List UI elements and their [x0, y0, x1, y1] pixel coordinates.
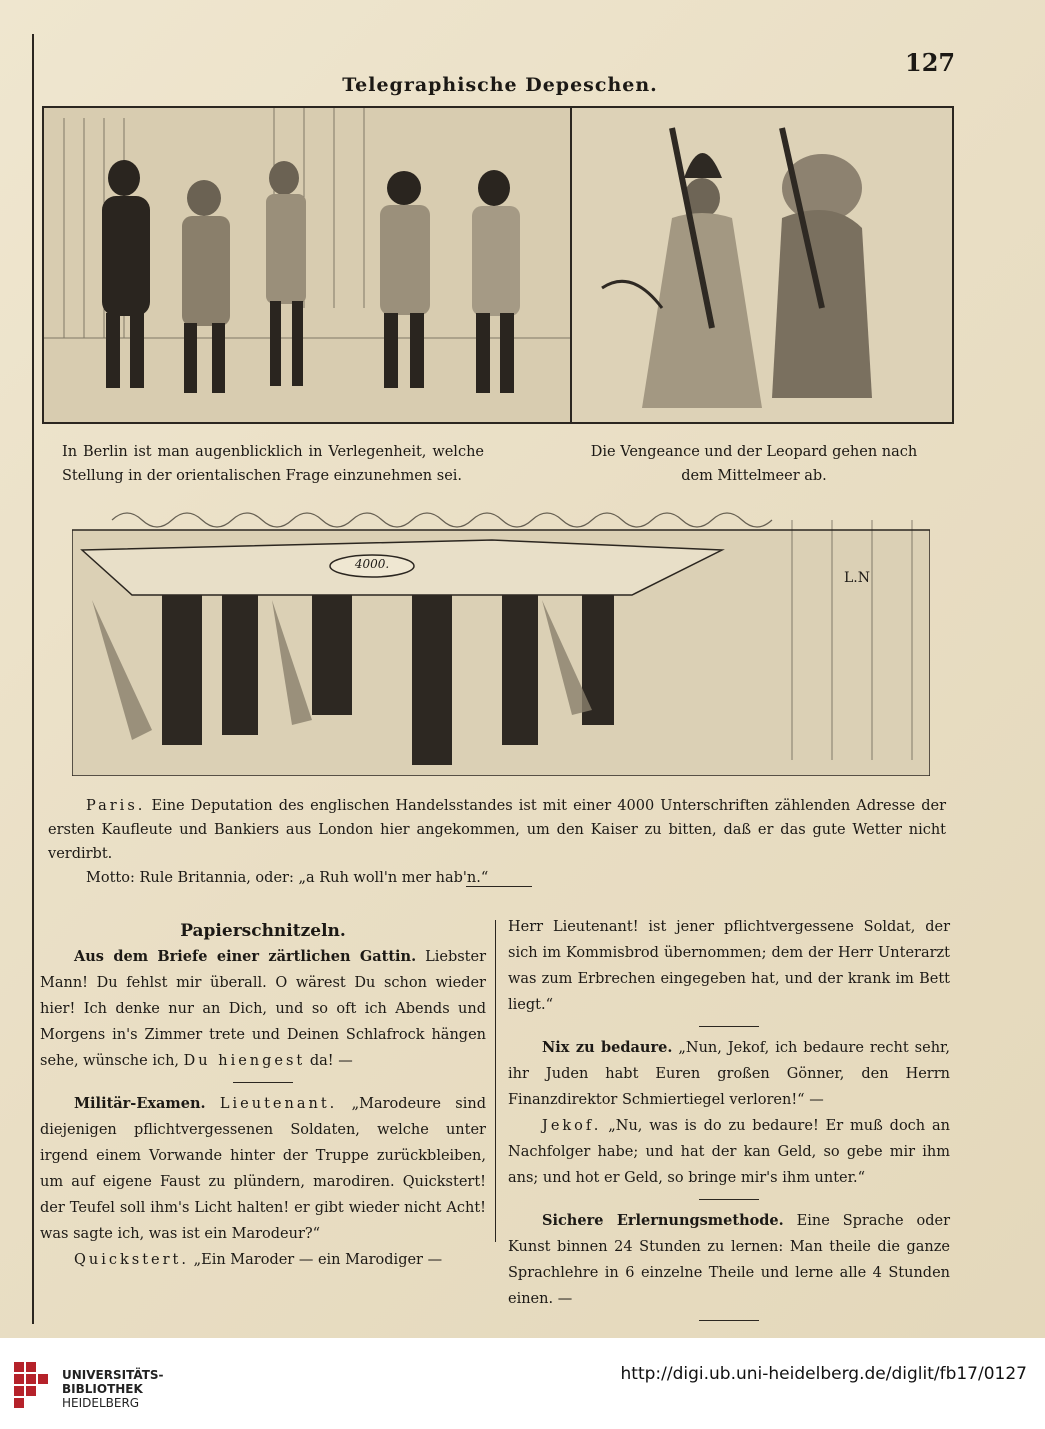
heading-methode: Sichere Erlernungsmethode.: [542, 1212, 784, 1229]
library-name: UNIVERSITÄTS- BIBLIOTHEK HEIDELBERG: [62, 1368, 164, 1410]
paragraph-jekof: Jekof. „Nu, was is do zu bedaure! Er muß doch an Nachfolger habe; und hat der kan Geld, so gebe mir ihm ans; und hot er Geld, so bringe mir's ihm unter.“: [508, 1118, 950, 1186]
divider-right-3: [699, 1320, 759, 1321]
paragraph-quickstert: Quickstert. „Ein Maroder — ein Marodiger —: [74, 1252, 443, 1268]
door-sign: L.N: [844, 570, 870, 586]
illustration-berlin: [42, 106, 574, 424]
caption-berlin: In Berlin ist man augenblicklich in Verlegenheit, welche Stellung in der orientalischen Frage einzunehmen sei.: [62, 444, 484, 484]
vengeance-leopard-drawing: [572, 108, 952, 422]
heading-bedaure: Nix zu bedaure.: [542, 1039, 673, 1056]
page-number: 127: [905, 48, 956, 77]
caption-paris: [48, 794, 946, 890]
library-footer: [0, 1338, 1045, 1429]
divider-right-2: [699, 1199, 759, 1200]
paragraph-lieutenant-cont: Herr Lieutenant! ist jener pflichtvergessene Soldat, der sich im Kommisbrod übernommen; dem der Herr Unterarzt was zum Erbrechen eingegeben hat, und der krank im Bett liegt.“: [508, 919, 950, 1013]
berlin-figures-drawing: [44, 108, 572, 422]
paragraph-bedaure: Nix zu bedaure. „Nun, Jekof, ich bedaure recht sehr, ihr Juden habt Euren großen Gönner, den Herrn Finanzdirektor Schmiertiegel verloren!“ —: [508, 1039, 950, 1108]
column-divider: [495, 920, 496, 1242]
caption-motto-text: Rule Britannia, oder: „a Ruh woll'n mer hab'n.“: [139, 870, 489, 886]
divider-center: [466, 886, 532, 887]
divider-left-1: [233, 1082, 293, 1083]
illustration-paris-deputation: [72, 500, 930, 776]
illustration-vengeance-leopard: [570, 106, 954, 424]
heading-gattin: Aus dem Briefe einer zärtlichen Gattin.: [74, 948, 417, 965]
caption-vengeance: Die Vengeance und der Leopard gehen nach dem Mittelmeer ab.: [590, 444, 918, 484]
section-title: Papierschnitzeln.: [180, 921, 346, 941]
caption-paris-text: Eine Deputation des englischen Handelsstandes ist mit einer 4000 Unterschriften zählenden Adresse der ersten Kaufleute und Bankiers aus London hier angekommen, um den Kaiser zu bitten, daß er das gute Wetter nicht verdirbt.: [48, 798, 947, 862]
paragraph-methode: Sichere Erlernungsmethode. Eine Sprache oder Kunst binnen 24 Stunden zu lernen: Man theile die ganze Sprachlehre in 6 einzelne Theile und lerne alle 4 Stunden einen. —: [508, 1212, 951, 1307]
paragraph-militaer: Militär-Examen. Lieutenant. „Marodeure sind diejenigen pflichtvergessenen Soldaten, welche unter irgend einem Vorwande hinter der Truppe zurückbleiben, um auf eigene Faust zu plündern, marodiren. Quickstert! der Teufel soll ihm's Licht halten! er gibt wieder nicht Acht! was sagte ich, was ist ein Marodeur?“: [40, 1095, 486, 1242]
column-left: [40, 918, 486, 1273]
divider-right-1: [699, 1026, 759, 1027]
caption-paris-lead: Paris.: [86, 798, 146, 814]
column-right: [508, 914, 950, 1321]
heading-militaer: Militär-Examen.: [74, 1095, 206, 1112]
paragraph-gattin: Aus dem Briefe einer zärtlichen Gattin. Liebster Mann! Du fehlst mir überall. O wärest Du schon wieder hier! Ich denke nur an Dich, und so oft ich Abends und Morgens in's Zimmer trete und Deinen Schlafrock hängen sehe, wünsche ich, Du hiengest da! —: [40, 948, 487, 1069]
page-header-title: Telegraphische Depeschen.: [342, 74, 658, 96]
library-logo-icon: [0, 1338, 56, 1429]
paris-deputation-drawing: [72, 500, 930, 776]
table-address-sign: 4000.: [354, 557, 390, 571]
source-url-link[interactable]: http://digi.ub.uni-heidelberg.de/diglit/fb17/0127: [620, 1364, 1027, 1384]
caption-motto-label: Motto:: [86, 870, 135, 886]
